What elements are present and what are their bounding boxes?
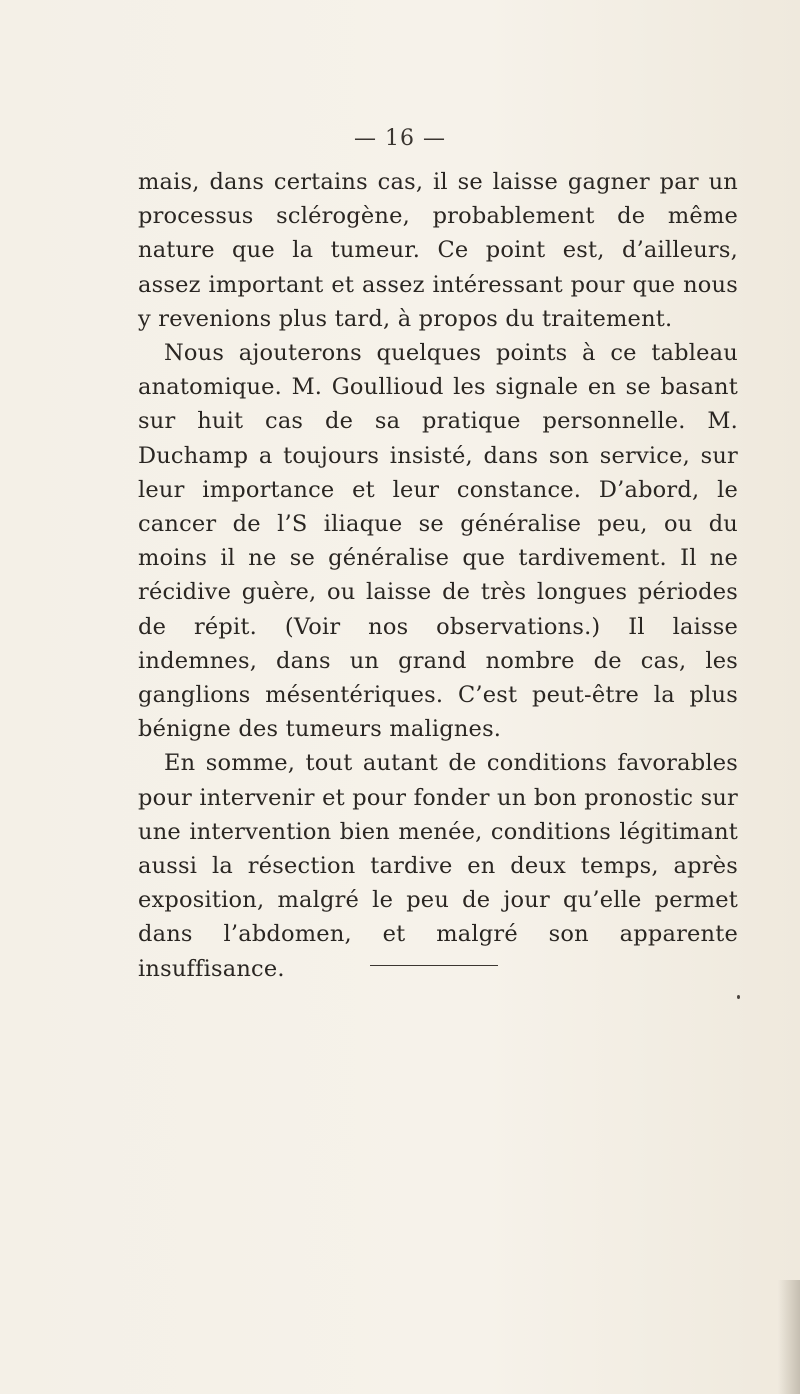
paragraph-3: En somme, tout autant de conditions favorables pour intervenir et pour fonder un bon pronostic sur une intervention bien menée, conditions légitimant aussi la résection tardive en deux temps, après exposition, malgré le peu de jour qu’elle permet dans l’abdomen, et malgré son apparente insuffisance. <box>138 750 738 982</box>
body-text <box>138 165 738 986</box>
paragraph-1: mais, dans certains cas, il se laisse gagner par un processus sclérogène, probablement de même nature que la tumeur. Ce point est, d’ailleurs, assez important et assez intéressant pour que nous y revenions plus tard, à propos du traitement. <box>138 169 738 332</box>
page-number: — 16 — <box>354 126 446 151</box>
section-divider-rule <box>370 965 498 966</box>
page-edge-shadow <box>778 1280 800 1394</box>
ink-speck <box>737 995 740 999</box>
paragraph-2: Nous ajouterons quelques points à ce tableau anatomique. M. Goullioud les signale en se basant sur huit cas de sa pratique personnelle. M. Duchamp a toujours insisté, dans son service, sur leur importance et leur constance. D’abord, le cancer de l’S iliaque se généralise peu, ou du moins il ne se généralise que tardivement. Il ne récidive guère, ou laisse de très longues périodes de répit. (Voir nos observations.) Il laisse indemnes, dans un grand nombre de cas, les ganglions mésentériques. C’est peut-être la plus bénigne des tumeurs malignes. <box>138 340 738 743</box>
